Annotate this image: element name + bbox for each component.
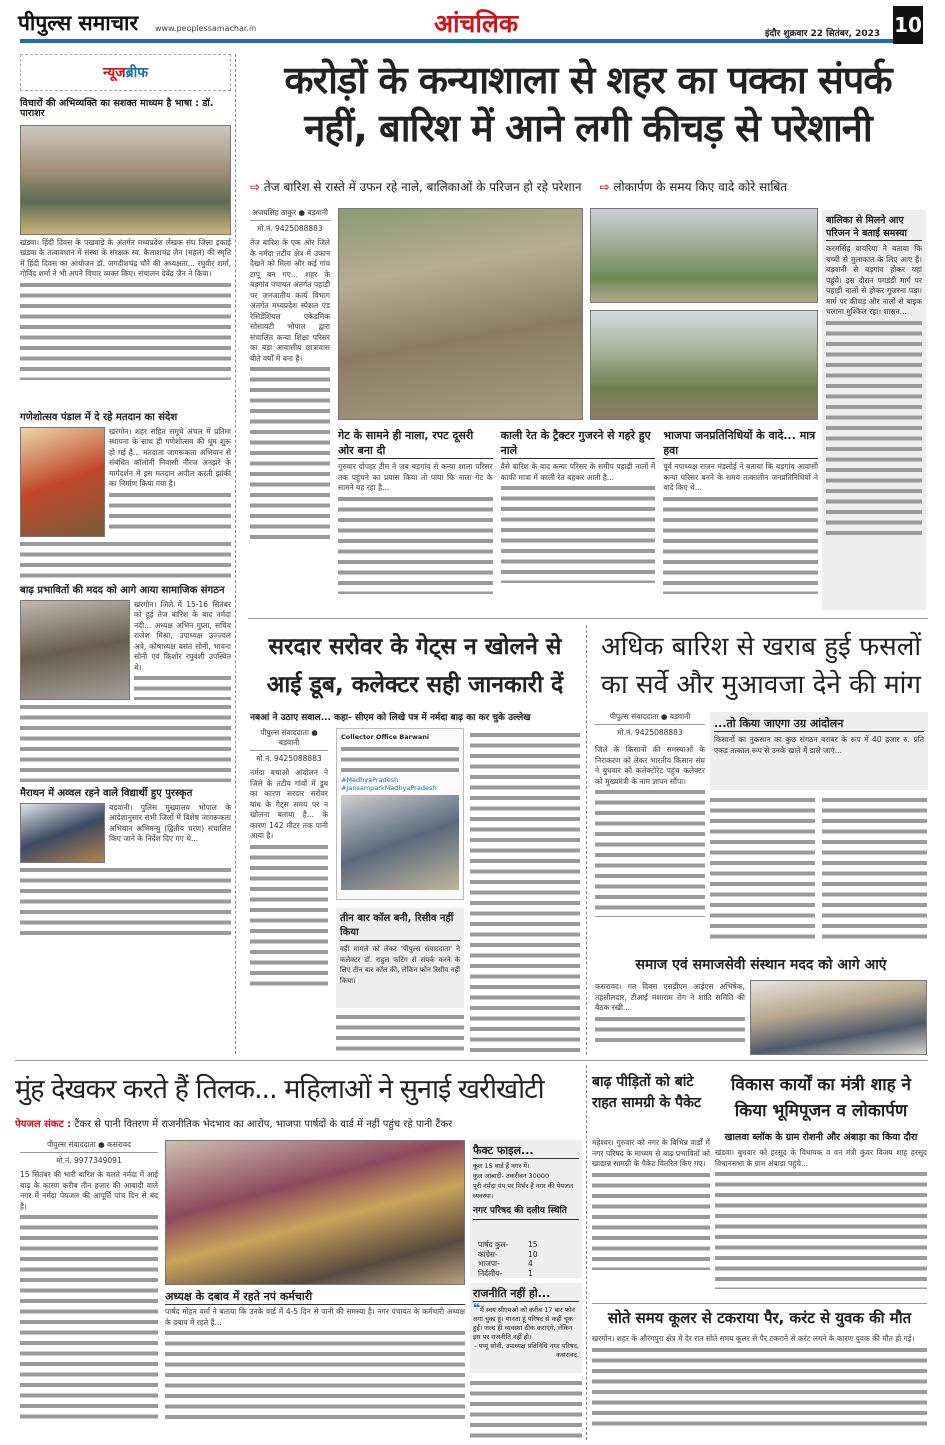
byline: पीपुल्स संवाददाता ● बड़वानी	[250, 728, 328, 751]
agitation-box	[710, 712, 928, 790]
crops-headline	[595, 628, 927, 704]
box-text: किसानों का नुकसान का कुछ संगठन बराबर के रूप में 40 हजार रु. प्रति एकड़ तत्काल रूप से उनके खाते में डाले जाएं...	[714, 735, 924, 755]
pandal-photo	[20, 427, 105, 537]
brief-text-lines	[20, 702, 231, 782]
text-lines	[336, 1012, 464, 1057]
brief-text: खरगोन। शहर सहित समूचे अंचल में प्रतिमा स्थापना के साथ ही गणेशोत्सव की धूम शुरू हो गई है... मतदाता जागरूकता अभियान से संबंधित कॉलोनी निवासी नीरज अनझरे के मार्गदर्शन में इस मतदान अपील करती झांकी का निर्माण किया गया है।	[109, 427, 231, 537]
fact-file-heading: फैक्ट फाइल...	[473, 1143, 579, 1159]
lead-text: तेज बारिश के एक ओर जिले के नर्मदा तटीय क्षेत्र में उफान देखने को मिला और कई गांव टापू बन गए... शहर के बड़गांव पंचायत अंतर्गत पहाड़ी पर जनजातीय कार्य विभाग अंतर्गत मध्यप्रदेश स्पेशल एंड रेसिडेंशियल एकेडमिक सोसायटी भोपाल द्वारा संचालित कन्या शिक्षा परिसर का बड़ा आवासीय छात्रावास बीते वर्षों में बना है।	[250, 238, 330, 608]
sardar-headline	[250, 628, 580, 704]
section-title: आंचलिक	[434, 9, 519, 38]
divider	[586, 625, 587, 1055]
sub-heading: गेट के सामने ही नाला, रपट दूसरी ओर बना दी	[338, 428, 493, 459]
party-row: भाजपा- 4	[478, 1259, 533, 1268]
site-url[interactable]: www.peoplessamachar.in	[155, 24, 257, 33]
party-heading: नगर परिषद की दलीय स्थिति	[473, 1204, 579, 1220]
arrow-icon: ⇨	[250, 180, 261, 194]
byline: पीपुल्स संवाददाता ● कसरावद	[20, 1140, 158, 1153]
sidebar-heading: बालिका से मिलने आए परिजन ने बताई समस्या	[826, 214, 922, 241]
post-image	[341, 795, 459, 890]
news-brief-title	[20, 54, 231, 91]
cooler-headline: सोते समय कूलर से टकराया पैर, करंट से युवक की मौत	[607, 1309, 912, 1327]
deck-item: तेज बारिश से रास्ते में उफन रहे नाले, बालिकाओं के परिजन हो रहे परेशान	[263, 180, 582, 194]
mobile-number: मो.नं. 9425088883	[256, 754, 322, 763]
minister-headline: विकास कार्यों का मंत्री शाह ने किया भूमिपूजन व लोकार्पण	[731, 1075, 911, 1121]
lead-text-column	[250, 208, 330, 608]
quote-text: मैं स्वयं सीएमओ को करीब 17 बार फोन लगा चुका हूं। मानता हूं परिषद से कहीं चूक हुई। जल्द ही व्यवस्था ठीक कराएंगे, लेकिन इस पर राजनीति नहीं हो।	[473, 1306, 575, 1341]
sub-heading: अध्यक्ष के दबाव में रहते नपं कर्मचारी	[165, 1289, 465, 1305]
quote-box	[470, 1283, 582, 1373]
post-account: Collector Office Barwani	[341, 733, 430, 741]
deck-label: पेयजल संकट :	[15, 1119, 72, 1130]
muddy-road-photo	[338, 208, 583, 420]
byline: पीपुल्स संवाददाता ● बड़वानी	[595, 712, 705, 725]
sidebar-text: करमसिंह वायरिया ने बताया कि बच्ची से मुलाकात के लिए आए हैं। बड़वानी से बड़गांव होकर यहां पहुंचे। इस दौरान पगडंडी मार्ग पर पहाड़ी नालों से होकर गुजरना पड़ा। मार्ग पर कीचड़ और नालों से बाइक चलाना मुश्किल रहा। शासन...	[826, 244, 922, 614]
fact-file-box	[470, 1140, 582, 1238]
divider	[586, 1065, 587, 1440]
brief-title-a: न्यूज	[102, 65, 126, 81]
text-lines	[822, 795, 927, 945]
tilak-text: 15 सितंबर की भारी बारिश के चलते नर्मदा में आई बाढ़ के कारण करीब तीन हजार की आबादी वाले नगर में नर्मदा पेयजल की आपूर्ति पांच दिन से बंद है।	[20, 1170, 158, 1211]
brief-headline: मैराथन में अव्वल रहने वाले विद्यार्थी हुए पुरस्कृत	[20, 787, 193, 799]
mobile-number: मो.नं. 9425088883	[617, 728, 683, 737]
arrow-icon: ⇨	[599, 180, 610, 194]
text-lines	[470, 1378, 582, 1438]
header-rule	[20, 39, 893, 43]
news-brief-column	[20, 54, 236, 1054]
sidebar-box	[822, 210, 926, 610]
sardar-text: नर्मदा बचाओ आंदोलन ने जिले के तटीय गांवों में डूब का कारण सरदार सरोवर बांध के गेट्स समय पर न खोलना बताया है... के कारण 142 मीटर तक पानी आया है।	[250, 768, 328, 840]
fact-item: कुल आबादी- तकरीबन 30000	[473, 1172, 550, 1180]
minister-text: खंडवा। बुधवार को हरसूद के विधायक व वन मंत्री कुंवर विजय शाह हरसूद विधानसभा के ग्राम अंबाड़ा पहुंचे...	[715, 1148, 927, 1300]
brief-text: खरगोन। जिले में 15-16 सितंबर को हुई तेज बारिश के बाद नर्मदा नदी... अध्यक्ष अभिन गुप्ता, सचिव राजेश मिश्रा, उपाध्यक्ष उज्ज्वल अत्रे, कोषाध्यक्ष बसंत सोनी, भावना सोनी एवं किशोर रघुवंशी उपस्थित थे।	[134, 600, 231, 700]
fact-item: कुल 15 वार्ड हैं नगर में।	[473, 1162, 530, 1170]
crops-headline-line2: का सर्वे और मुआवजा देने की मांग	[600, 670, 921, 700]
tilak-deck	[15, 1116, 580, 1130]
brief-headline: बाढ़ प्रभावितों की मदद को आगे आया सामाजिक संगठन	[20, 584, 225, 596]
byline: अजयसिंह ठाकुर ● बड़वानी	[250, 208, 330, 221]
sardar-deck: नबआं ने उठाए सवाल... कहा- सीएम को लिखे पत्र में नर्मदा बाढ़ का कर चुके उल्लेख	[250, 713, 531, 723]
divider	[592, 1303, 927, 1304]
fact-item: पूरी नर्मदा पंप पर निर्भर है नगर की पेयजल व्यवस्था।	[473, 1182, 574, 1200]
box-heading: ...तो किया जाएगा उग्र आंदोलन	[714, 716, 924, 732]
samaj-text: कसरावद। गत दिवस एसडीएम आईएस अभिषेक, तहसीलदार, टीआई मंशाराम रोग ने शांति समिति की बैठक रखी...	[595, 982, 745, 1057]
minister-deck: खालवा ब्लॉक के ग्राम रोशनी और अंबाड़ा का किया दौरा	[724, 1132, 918, 1143]
brief-headline: गणेशोत्सव पंडाल में दे रहे मतदान का संदेश	[20, 411, 178, 423]
crops-byline-block	[595, 712, 705, 738]
brief-text-lines	[20, 539, 231, 579]
deck-item: लोकार्पण के समय किए वादे कोरे साबित	[613, 180, 788, 194]
quote-attribution: - पप्पू सोनी, उपाध्यक्ष प्रतिनिधि नगर परिषद, कसरावद.	[474, 1342, 579, 1359]
quote-icon: ❝	[473, 1301, 481, 1315]
sub-article: गेट के सामने ही नाला, रपट दूसरी ओर बना दी गुरुवार दोपहर टीम ने जब बड़गांव से कन्या शाला परिसर तक पहुंचने का प्रयास किया तो पाया कि नाला गेट के सामने बह रहा है...	[338, 428, 493, 610]
party-row: निर्दलीय- 1	[478, 1268, 533, 1278]
samaj-headline: समाज एवं समाजसेवी संस्थान मदद को आगे आएं	[635, 957, 887, 973]
cooler-text: खरगोन। शहर के औरंगपुरा क्षेत्र में देर रात सोते समय कूलर से पैर टकराने से करंट लगने के कारण युवक की मौत हो गई।	[592, 1334, 927, 1440]
text-lines	[710, 795, 815, 945]
logo-text: पीपुल्स समाचार	[18, 11, 139, 35]
dateline: इंदौर शुक्रवार 22 सितंबर, 2023	[765, 29, 881, 39]
sardar-headline-line2: आई डूब, कलेक्टर सही जानकारी दें	[266, 672, 564, 698]
relief-text: महेश्वर। गुरुवार को नगर के विभिन्न वार्डों में नगर परिषद के माध्यम से बाढ़ प्रभावितों को खाद्यान्न सामग्री के पैकेट वितरित किए गए।	[592, 1138, 710, 1300]
brief-headline: विचारों की अभिव्यक्ति का सशक्त माध्यम है भाषा : डॉ. पाराशर	[20, 98, 214, 120]
sub-heading: काली रेत के ट्रैक्टर गुजरने से गहरे हुए नाले	[501, 428, 656, 459]
box-heading: तीन बार कॉल बनी, रिसीव नहीं किया	[340, 912, 460, 941]
sub-heading: भाजपा जनप्रतिनिधियों के वादे... मात्र हवा	[663, 428, 818, 459]
lead-headline-line1: करोड़ों के कन्याशाला से शहर का पक्का संपर्क	[284, 58, 892, 102]
sub-text: पार्षद मोहन वर्मा ने बताया कि उनके वार्ड में 4-5 दिन से पानी की समस्या है। नगर पंचायत के कर्मचारी अध्यक्ष के दबाव में रहते हैं...	[165, 1307, 465, 1437]
sardar-col1	[250, 728, 328, 1058]
meeting-photo	[750, 980, 927, 1055]
sardar-headline-line1: सरदार सरोवर के गेट्स न खोलने से	[268, 634, 562, 660]
crops-headline-line1: अधिक बारिश से खराब हुई फसलों	[600, 632, 922, 662]
brief-text: बड़वानी। पुलिस मुख्यालय भोपाल के आदेशानुसार सभी जिलों में विशेष जागरूकता अभियान अभिमन्यु (द्वितीय चरण) संचालित किए जाने के निर्देश दिए गए थे...	[109, 802, 231, 844]
text-lines	[470, 730, 580, 1058]
women-protest-photo	[165, 1140, 465, 1285]
lead-deck	[250, 178, 930, 195]
mobile-number: मो.नं. 9425088883	[257, 224, 323, 233]
sub-article: काली रेत के ट्रैक्टर गुजरने से गहरे हुए नाले वैसे बारिश के बाद कन्या परिसर के समीप पहाड़ी नालों में काफी मात्रा में काली रेत बहकर आती है...	[501, 428, 656, 610]
lead-headline	[248, 56, 928, 152]
mobile-number: मो.नं. 9977349091	[56, 1156, 122, 1165]
deck-text: टैंकर से पानी वितरण में राजनीतिक भेदभाव का आरोप, भाजपा पार्षदों के वार्ड में नहीं पहुंच रहे पानी टैंकर	[74, 1119, 453, 1130]
sub-article: भाजपा जनप्रतिनिधियों के वादे... मात्र हवा पूर्व नपाध्यक्ष राजन मंडलोई ने बताया कि बड़गांव आवासी कन्या परिसर बनने के समय तत्कालीन जनप्रतिनिधियों ने वादे किए थे...	[663, 428, 818, 610]
tilak-col1	[20, 1140, 158, 1440]
relief-photo	[20, 600, 130, 700]
party-row: पार्षद कुल- 15	[478, 1240, 538, 1249]
lead-sub-articles	[338, 428, 818, 610]
box-text: वही मामले को लेकर 'पीपुल्स संवाददाता' ने कलेक्टर डॉ. राहुल फटिंग से संपर्क करने के लिए तीन बार कॉल की, लेकिन फोन रिसीव नहीं किया।	[340, 945, 460, 985]
lead-headline-line2: नहीं, बारिश में आने लगी कीचड़ से परेशानी	[304, 106, 872, 150]
brief-text-lines	[20, 865, 231, 940]
campus-photo-1	[590, 208, 818, 303]
text-lines	[336, 903, 464, 906]
brief-title-b: ब्रीफ	[125, 65, 149, 81]
post-tags: #MadhyaPradesh #JansamparkMadhyaPradesh	[341, 776, 437, 792]
page-number: 10	[893, 6, 923, 44]
relief-headline: बाढ़ पीड़ितों को बांटे राहत सामग्री के पैकेट	[592, 1074, 701, 1111]
party-row: कांग्रेस- 10	[478, 1249, 538, 1259]
no-response-box	[336, 908, 464, 1008]
crops-text: जिले के किसानों की समस्याओं के निराकरण को लेकर भारतीय किसान संघ ने बुधवार को कलेक्टोरेट पहुंच कलेक्टर को मुख्यमंत्री के नाम ज्ञापन सौंपा।	[595, 745, 705, 945]
masthead-logo[interactable]	[18, 12, 138, 35]
campus-photo-2	[590, 310, 818, 420]
marathon-photo	[20, 803, 105, 863]
brief-text: खंडवा। हिंदी दिवस के पखवाड़े के अंतर्गत मध्यप्रदेश लेखक संघ जिला इकाई खंडवा के तत्वावधान में संस्था के संरक्षक स्व. कैलाशचंद्र जैन (महल) की स्मृति में हिंदी दिवस का आयोजन डॉ. जगदीशचंद्र चौरे की अध्यक्षता... रघुवीर शर्मा, गोविंद शर्मा ने भी अपने विचार व्यक्त किए। संचालन देवेंद्र जैन ने किया।	[20, 238, 231, 408]
party-table	[470, 1238, 582, 1278]
tilak-headline: मुंह देखकर करते हैं तिलक... महिलाओं ने सुनाई खरीखोटी	[15, 1074, 544, 1105]
quote-heading: राजनीति नहीं हो...	[473, 1286, 579, 1302]
divider	[15, 1060, 928, 1061]
group-photo	[20, 125, 231, 235]
divider	[248, 618, 928, 619]
collector-post-screenshot	[336, 728, 464, 900]
